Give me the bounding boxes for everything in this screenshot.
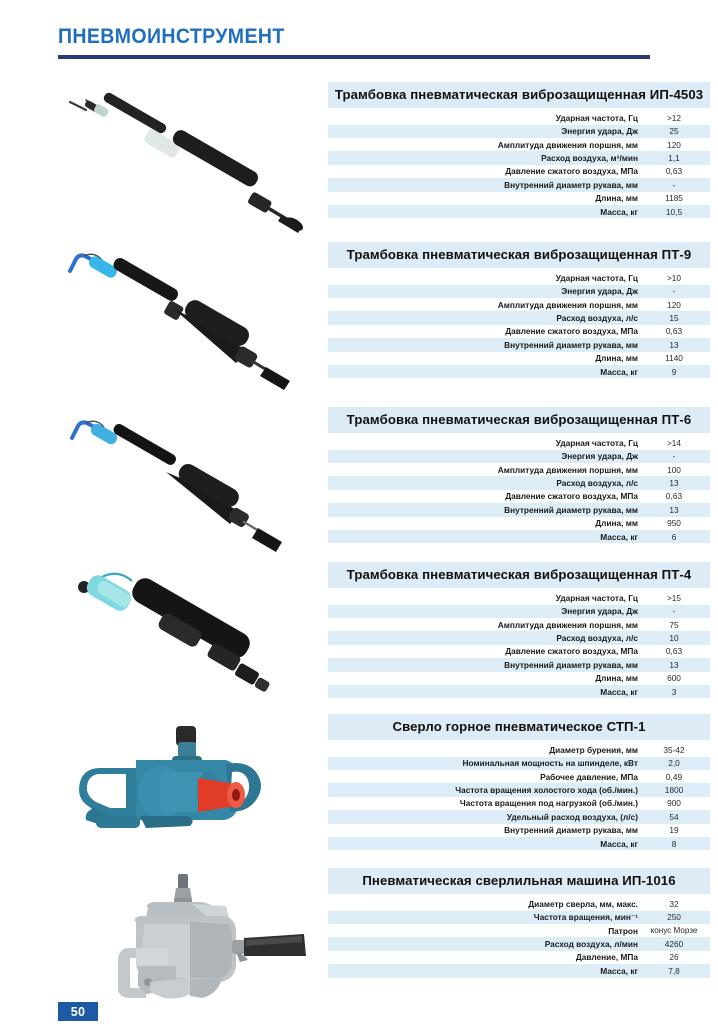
spec-value: 3 (638, 685, 710, 698)
spec-label: Расход воздуха, л/мин (328, 937, 638, 950)
table-row (328, 517, 710, 530)
page-number-badge: 50 (58, 1002, 98, 1021)
table-row (328, 824, 710, 837)
pneumatic-tamper-ip-4503-image (40, 84, 325, 234)
spec-value: 13 (638, 503, 710, 516)
spec-label: Энергия удара, Дж (328, 605, 638, 618)
spec-label: Давление сжатого воздуха, МПа (328, 325, 638, 338)
table-row (328, 338, 710, 351)
spec-value: 950 (638, 517, 710, 530)
spec-value: 2,0 (638, 757, 710, 770)
spec-value: 1,1 (638, 151, 710, 164)
spec-value: 600 (638, 672, 710, 685)
spec-value: 13 (638, 658, 710, 671)
spec-label: Длина, мм (328, 672, 638, 685)
spec-value: 54 (638, 810, 710, 823)
spec-label: Внутренний диаметр рукава, мм (328, 178, 638, 191)
table-row (328, 325, 710, 338)
product-title: Трамбовка пневматическая виброзащищенная ИП-4503 (328, 82, 710, 108)
table-row (328, 178, 710, 191)
table-row (328, 298, 710, 311)
product-photo-pt-4 (40, 563, 325, 708)
table-row (328, 490, 710, 503)
table-row (328, 937, 710, 950)
table-row (328, 964, 710, 977)
spec-label: Давление, МПа (328, 951, 638, 964)
spec-label: Масса, кг (328, 530, 638, 543)
product-title: Сверло горное пневматическое СТП-1 (328, 714, 710, 740)
spec-label: Диаметр бурения, мм (328, 743, 638, 756)
spec-value: - (638, 285, 710, 298)
pneumatic-tamper-pt-9-image (40, 241, 325, 391)
spec-label: Амплитуда движения поршня, мм (328, 618, 638, 631)
spec-value: 4260 (638, 937, 710, 950)
spec-value: 35-42 (638, 743, 710, 756)
spec-value: 10 (638, 631, 710, 644)
spec-label: Масса, кг (328, 365, 638, 378)
spec-label: Длина, мм (328, 192, 638, 205)
spec-value: 8 (638, 837, 710, 850)
spec-value: 13 (638, 338, 710, 351)
table-row (328, 311, 710, 324)
product-title: Трамбовка пневматическая виброзащищенная ПТ-6 (328, 407, 710, 433)
table-row (328, 618, 710, 631)
spec-label: Расход воздуха, л/с (328, 631, 638, 644)
spec-label: Масса, кг (328, 837, 638, 850)
table-row (328, 672, 710, 685)
spec-label: Давление сжатого воздуха, МПа (328, 490, 638, 503)
spec-label: Внутренний диаметр рукава, мм (328, 503, 638, 516)
spec-label: Длина, мм (328, 352, 638, 365)
table-row (328, 631, 710, 644)
table-row (328, 151, 710, 164)
table-row (328, 783, 710, 796)
table-row (328, 138, 710, 151)
pneumatic-tamper-pt-4-image (40, 563, 325, 708)
spec-value: - (638, 450, 710, 463)
spec-value: 0,63 (638, 490, 710, 503)
table-row (328, 911, 710, 924)
spec-value: 15 (638, 311, 710, 324)
spec-label: Ударная частота, Гц (328, 111, 638, 124)
spec-value: 0,63 (638, 165, 710, 178)
spec-label: Энергия удара, Дж (328, 125, 638, 138)
spec-value: 0,63 (638, 645, 710, 658)
table-row (328, 685, 710, 698)
spec-value: 32 (638, 897, 710, 910)
spec-value: 100 (638, 463, 710, 476)
product-photo-ip-1016 (40, 870, 325, 1002)
spec-label: Давление сжатого воздуха, МПа (328, 165, 638, 178)
spec-label: Частота вращения, мин⁻¹ (328, 911, 638, 924)
table-row (328, 770, 710, 783)
table-row (328, 591, 710, 604)
spec-value: 0,63 (638, 325, 710, 338)
spec-label: Амплитуда движения поршня, мм (328, 138, 638, 151)
spec-value: >10 (638, 271, 710, 284)
spec-table-ip-4503 (328, 82, 710, 218)
table-row (328, 503, 710, 516)
product-title: Трамбовка пневматическая виброзащищенная ПТ-4 (328, 562, 710, 588)
table-row (328, 658, 710, 671)
spec-value: 10,5 (638, 205, 710, 218)
spec-value: 9 (638, 365, 710, 378)
table-row (328, 476, 710, 489)
product-title: Пневматическая сверлильная машина ИП-1016 (328, 868, 710, 894)
table-row (328, 285, 710, 298)
table-row (328, 897, 710, 910)
spec-table-pt-4 (328, 562, 710, 698)
spec-label: Энергия удара, Дж (328, 450, 638, 463)
spec-table-pt-6 (328, 407, 710, 543)
table-row (328, 530, 710, 543)
table-row (328, 365, 710, 378)
table-row (328, 645, 710, 658)
table-row (328, 271, 710, 284)
pneumatic-drilling-machine-ip-1016-image (40, 870, 325, 1002)
table-row (328, 924, 710, 937)
spec-label: Диаметр сверла, мм, макс. (328, 897, 638, 910)
table-row (328, 192, 710, 205)
spec-label: Внутренний диаметр рукава, мм (328, 824, 638, 837)
header-divider (58, 55, 650, 59)
spec-label: Расход воздуха, л/с (328, 311, 638, 324)
product-photo-stp-1 (40, 720, 325, 865)
table-row (328, 810, 710, 823)
spec-table-pt-9 (328, 242, 710, 378)
spec-label: Масса, кг (328, 205, 638, 218)
pneumatic-rock-drill-stp-1-image (40, 720, 325, 865)
spec-label: Энергия удара, Дж (328, 285, 638, 298)
spec-value: 1800 (638, 783, 710, 796)
table-row (328, 743, 710, 756)
spec-label: Ударная частота, Гц (328, 591, 638, 604)
spec-value: 19 (638, 824, 710, 837)
spec-value: 26 (638, 951, 710, 964)
spec-value: >12 (638, 111, 710, 124)
spec-value: 6 (638, 530, 710, 543)
spec-value: 1185 (638, 192, 710, 205)
spec-value: 0,49 (638, 770, 710, 783)
table-row (328, 951, 710, 964)
spec-label: Номинальная мощность на шпинделе, кВт (328, 757, 638, 770)
spec-label: Ударная частота, Гц (328, 436, 638, 449)
spec-label: Частота вращения холостого хода (об./мин.) (328, 783, 638, 796)
pneumatic-tamper-pt-6-image (40, 406, 325, 556)
product-photo-ip-4503 (40, 84, 325, 234)
product-photo-pt-9 (40, 241, 325, 391)
spec-value: 250 (638, 911, 710, 924)
spec-label: Частота вращения под нагрузкой (об./мин.) (328, 797, 638, 810)
spec-label: Патрон (328, 924, 638, 937)
spec-label: Давление сжатого воздуха, МПа (328, 645, 638, 658)
spec-label: Внутренний диаметр рукава, мм (328, 658, 638, 671)
table-row (328, 797, 710, 810)
spec-label: Рабочее давление, МПа (328, 770, 638, 783)
page-header (58, 26, 658, 59)
table-row (328, 450, 710, 463)
table-row (328, 352, 710, 365)
spec-table-stp-1 (328, 714, 710, 850)
spec-value: 7,8 (638, 964, 710, 977)
spec-value: 120 (638, 138, 710, 151)
spec-value: 13 (638, 476, 710, 489)
spec-label: Амплитуда движения поршня, мм (328, 463, 638, 476)
table-row (328, 205, 710, 218)
spec-value: >14 (638, 436, 710, 449)
spec-label: Масса, кг (328, 964, 638, 977)
spec-label: Масса, кг (328, 685, 638, 698)
table-row (328, 837, 710, 850)
product-photo-pt-6 (40, 406, 325, 556)
spec-value: 900 (638, 797, 710, 810)
table-row (328, 436, 710, 449)
spec-value: >15 (638, 591, 710, 604)
spec-label: Длина, мм (328, 517, 638, 530)
spec-label: Ударная частота, Гц (328, 271, 638, 284)
spec-value: 120 (638, 298, 710, 311)
spec-label: Внутренний диаметр рукава, мм (328, 338, 638, 351)
spec-value: 75 (638, 618, 710, 631)
table-row (328, 757, 710, 770)
spec-label: Расход воздуха, м³/мин (328, 151, 638, 164)
spec-value: 1140 (638, 352, 710, 365)
page-title: ПНЕВМОИНСТРУМЕНТ (58, 25, 285, 48)
spec-label: Расход воздуха, л/с (328, 476, 638, 489)
spec-value: конус Морзе (638, 924, 710, 937)
spec-value: 25 (638, 125, 710, 138)
spec-table-ip-1016 (328, 868, 710, 978)
spec-label: Удельный расход воздуха, (л/с) (328, 810, 638, 823)
table-row (328, 165, 710, 178)
spec-label: Амплитуда движения поршня, мм (328, 298, 638, 311)
table-row (328, 605, 710, 618)
product-title: Трамбовка пневматическая виброзащищенная ПТ-9 (328, 242, 710, 268)
spec-value: - (638, 605, 710, 618)
table-row (328, 463, 710, 476)
table-row (328, 111, 710, 124)
table-row (328, 125, 710, 138)
spec-value: - (638, 178, 710, 191)
